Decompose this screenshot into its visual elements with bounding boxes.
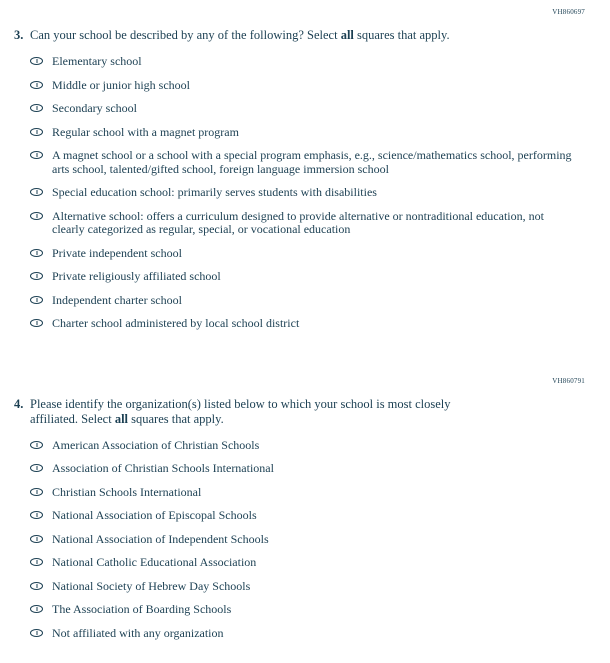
oval-tick xyxy=(36,537,37,541)
answer-oval-icon[interactable] xyxy=(30,81,43,89)
checkbox-option[interactable] xyxy=(30,102,585,116)
option-label: Secondary school xyxy=(52,101,137,115)
checkbox-option[interactable] xyxy=(30,486,585,500)
oval-tick xyxy=(36,153,37,157)
question-text xyxy=(30,28,450,43)
option-label: Elementary school xyxy=(52,54,142,68)
question-number: 3. xyxy=(14,28,24,42)
oval-tick xyxy=(36,251,37,255)
checkbox-option[interactable] xyxy=(30,509,585,523)
oval-tick xyxy=(36,190,37,194)
answer-oval-icon[interactable] xyxy=(30,558,43,566)
option-label: Not affiliated with any organization xyxy=(52,625,224,640)
answer-oval-icon[interactable] xyxy=(30,151,43,159)
answer-oval-icon[interactable] xyxy=(30,319,43,327)
oval-tick xyxy=(36,443,37,447)
option-label: A magnet school or a school with a special program emphasis, e.g., science/mathematics school, performing arts school, talented/gifted school, foreign language immersion school xyxy=(52,148,572,176)
checkbox-option[interactable] xyxy=(30,580,585,594)
question-prompt xyxy=(14,28,585,43)
checkbox-option[interactable] xyxy=(30,533,585,547)
prompt-post: squares that apply. xyxy=(353,28,450,42)
answer-oval-icon[interactable] xyxy=(30,464,43,472)
option-label: Charter school administered by local school district xyxy=(52,316,300,330)
answer-oval-icon[interactable] xyxy=(30,272,43,280)
checkbox-option[interactable] xyxy=(30,186,585,200)
oval-tick xyxy=(36,466,37,470)
oval-tick xyxy=(36,274,37,278)
checkbox-option[interactable] xyxy=(30,627,585,641)
answer-oval-icon[interactable] xyxy=(30,296,43,304)
option-label: National Society of Hebrew Day Schools xyxy=(52,578,251,593)
answer-oval-icon[interactable] xyxy=(30,249,43,257)
option-label: Christian Schools International xyxy=(52,484,202,499)
checkbox-option[interactable] xyxy=(30,79,585,93)
answer-oval-icon[interactable] xyxy=(30,488,43,496)
prompt-post: squares that apply. xyxy=(128,411,224,426)
answer-oval-icon[interactable] xyxy=(30,57,43,65)
answer-oval-icon[interactable] xyxy=(30,605,43,613)
answer-oval-icon[interactable] xyxy=(30,629,43,637)
question-prompt xyxy=(14,397,585,427)
oval-tick xyxy=(36,106,37,110)
oval-tick xyxy=(36,560,37,564)
options-list xyxy=(30,439,585,641)
checkbox-option[interactable] xyxy=(30,556,585,570)
oval-tick xyxy=(36,130,37,134)
oval-tick xyxy=(36,298,37,302)
option-label: Private independent school xyxy=(52,245,182,260)
checkbox-option[interactable] xyxy=(30,55,585,69)
option-label: Special education school: primarily serves students with disabilities xyxy=(52,185,377,199)
answer-oval-icon[interactable] xyxy=(30,128,43,136)
checkbox-option[interactable] xyxy=(30,270,585,284)
oval-tick xyxy=(36,513,37,517)
option-label: National Association of Episcopal Schools xyxy=(52,508,257,522)
answer-oval-icon[interactable] xyxy=(30,104,43,112)
option-label: Alternative school: offers a curriculum designed to provide alternative or nontraditional education, not clearly categorized as regular, special, or vocational education xyxy=(52,208,544,236)
answer-oval-icon[interactable] xyxy=(30,535,43,543)
answer-oval-icon[interactable] xyxy=(30,441,43,449)
checkbox-option[interactable] xyxy=(30,149,585,176)
question-number: 4. xyxy=(14,396,24,411)
prompt-pre: Can your school be described by any of the following? Select xyxy=(30,28,341,42)
checkbox-option[interactable] xyxy=(30,317,585,331)
oval-tick xyxy=(36,321,37,325)
answer-oval-icon[interactable] xyxy=(30,188,43,196)
checkbox-option[interactable] xyxy=(30,294,585,308)
oval-tick xyxy=(36,214,37,218)
option-label: National Catholic Educational Association xyxy=(52,555,257,569)
checkbox-option[interactable] xyxy=(30,126,585,140)
oval-tick xyxy=(36,607,37,611)
checkbox-option[interactable] xyxy=(30,210,585,237)
option-label: Association of Christian Schools International xyxy=(52,461,274,475)
prompt-bold: all xyxy=(340,28,354,42)
answer-oval-icon[interactable] xyxy=(30,212,43,220)
oval-tick xyxy=(36,59,37,63)
option-label: Private religiously affiliated school xyxy=(52,269,221,283)
question-text xyxy=(30,397,498,427)
option-label: American Association of Christian Schools xyxy=(52,437,260,452)
answer-oval-icon[interactable] xyxy=(30,582,43,590)
option-label: Independent charter school xyxy=(52,292,182,307)
oval-tick xyxy=(36,584,37,588)
oval-tick xyxy=(36,631,37,635)
prompt-bold: all xyxy=(114,411,129,426)
prompt-pre: Please identify the organization(s) listed below to which your school is most closely affiliated. Select xyxy=(30,396,451,426)
answer-oval-icon[interactable] xyxy=(30,511,43,519)
checkbox-option[interactable] xyxy=(30,439,585,453)
checkbox-option[interactable] xyxy=(30,603,585,617)
oval-tick xyxy=(36,83,37,87)
checkbox-option[interactable] xyxy=(30,462,585,476)
item-code: VH860697 xyxy=(552,8,585,16)
option-label: Middle or junior high school xyxy=(52,77,190,92)
checkbox-option[interactable] xyxy=(30,247,585,261)
item-code: VH860791 xyxy=(552,376,585,385)
option-label: The Association of Boarding Schools xyxy=(52,602,232,616)
option-label: National Association of Independent Schools xyxy=(52,531,269,546)
option-label: Regular school with a magnet program xyxy=(52,124,239,139)
options-list xyxy=(30,55,585,331)
oval-tick xyxy=(36,490,37,494)
